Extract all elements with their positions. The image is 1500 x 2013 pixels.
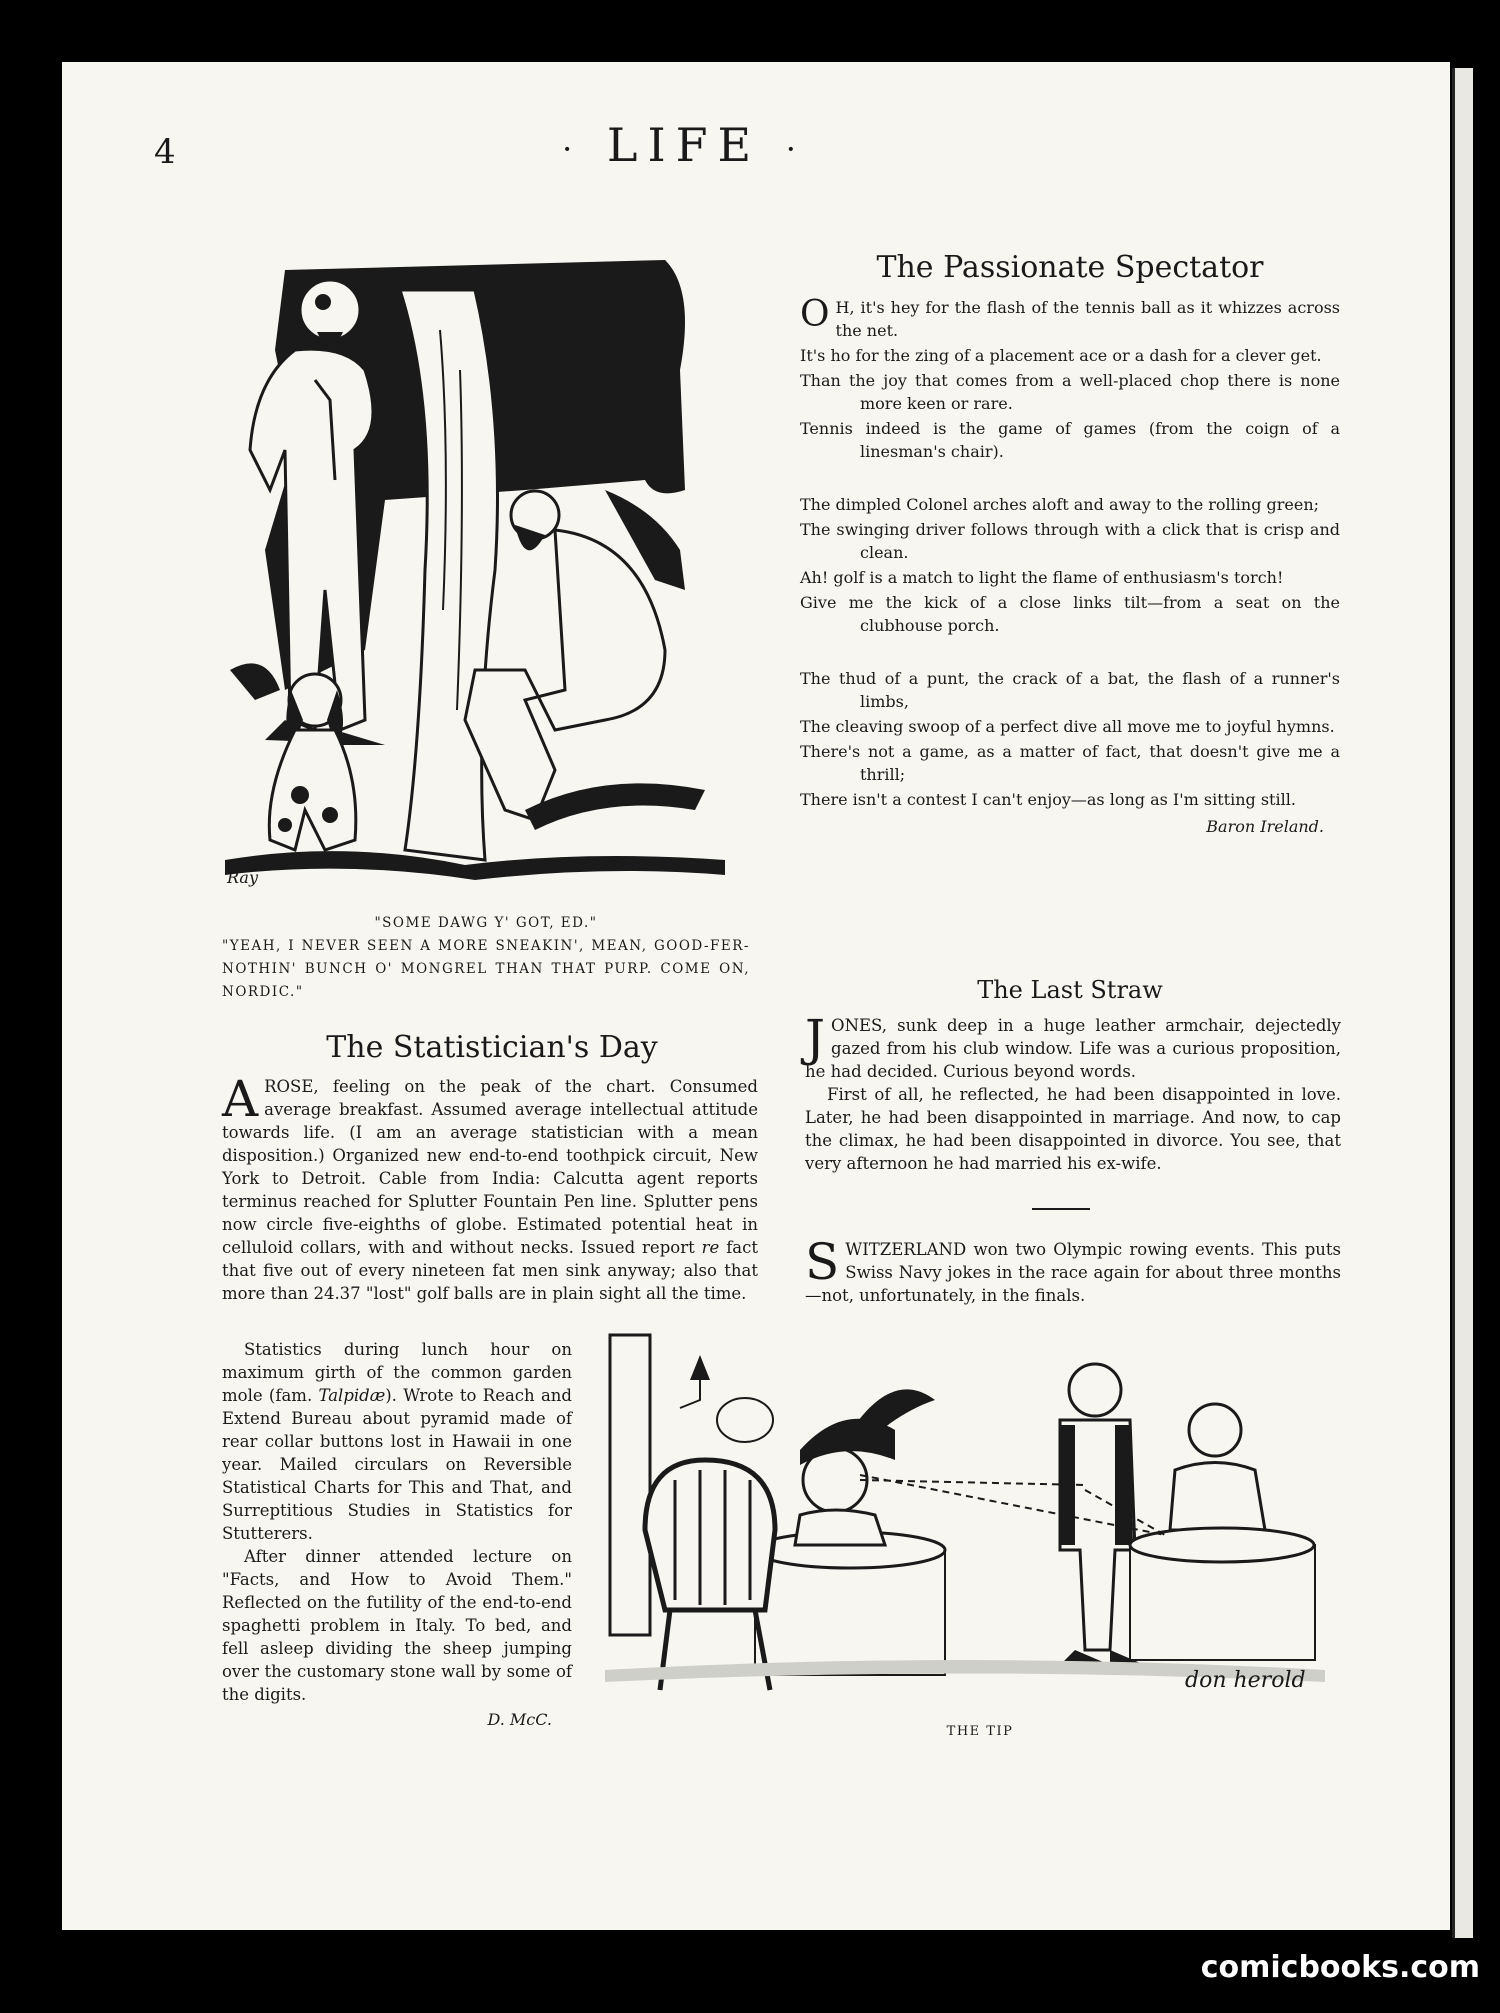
poem-line: O H, it's hey for the flash of the tennis ball as it whizzes across the net. (800, 294, 1340, 340)
next-page-edge (1452, 68, 1473, 1938)
poem-author: Baron Ireland. (1206, 817, 1324, 836)
switzerland-item (805, 1233, 1341, 1307)
dropcap: S (805, 1233, 840, 1291)
poem-line: Ah! golf is a match to light the flame of enthusiasm's torch! (800, 568, 1284, 587)
masthead (0, 118, 1378, 172)
last-straw-para-2: First of all, he reflected, he had been disappointed in love. Later, he had been disappointed in marriage. And now, to cap the climax, he had been disappointed in divorce. You see, that very afternoon he had married his ex-wife. (805, 1085, 1341, 1173)
poem-stanza-2 (800, 493, 1340, 637)
statistician-para-3: After dinner attended lecture on "Facts, and How to Avoid Them." Reflected on the futility of the end-to-end spaghetti problem in Italy. To bed, and fell asleep dividing the sheep jumping over the customary stone wall by some of the digits. (222, 1547, 572, 1704)
page-number: 4 (154, 132, 176, 172)
poem-line: The dimpled Colonel arches aloft and away to the rolling green; (800, 495, 1320, 514)
statistician-para-2: Statistics during lunch hour on maximum girth of the common garden mole (fam. Talpidæ). Wrote to Reach and Extend Bureau about pyramid made of rear collar buttons lost in Hawaii in one year. Mailed circulars on Reversible Statistical Charts for This and That, and Surreptitious Studies in Statistics for Stutterers. (222, 1340, 572, 1543)
statistician-para-1-block (222, 1070, 759, 1305)
caption-line-2: "YEAH, I NEVER SEEN A MORE SNEAKIN', MEAN, GOOD-FER-NOTHIN' BUNCH O' MONGREL THAN THAT PURP. COME ON, NORDIC." (222, 938, 750, 1000)
last-straw-para-1: JONES, sunk deep in a huge leather armchair, dejectedly gazed from his club window. Life was a curious proposition, he had decided. Curious beyond words. (805, 1009, 1341, 1081)
cartoon-drawing (225, 250, 745, 920)
masthead-title: LIFE (606, 118, 762, 172)
poem-line: It's ho for the zing of a placement ace or a dash for a clever get. (800, 346, 1322, 365)
watermark: comicbooks.com (1200, 1950, 1480, 1985)
cartoon-tip-caption: THE TIP (946, 1724, 1014, 1739)
poem-stanza-1 (800, 296, 1340, 463)
poem-line: There isn't a contest I can't enjoy—as long as I'm sitting still. (800, 790, 1296, 809)
poem-line: There's not a game, as a matter of fact, that doesn't give me a thrill; (800, 742, 1340, 784)
statistician-author: D. McC. (487, 1710, 552, 1729)
caption-line-1: "SOME DAWG Y' GOT, ED." (374, 915, 598, 931)
last-straw-story (805, 1009, 1341, 1175)
cartoon-signature: Ray (227, 868, 258, 887)
poem-line: The thud of a punt, the crack of a bat, the flash of a runner's limbs, (800, 669, 1340, 711)
statistician-para-1: AROSE, feeling on the peak of the chart. Consumed average breakfast. Assumed average intellectual attitude towards life. (I am an average statistician with a mean disposition.) Organized new end-to-end toothpick circuit, New York to Detroit. Cable from India: Calcutta agent reports terminus reached for Splutter Fountain Pen line. Splutter pens now circle five-eighths of globe. Estimated potential heat in celluloid collars, with and without necks. Issued report re fact that five out of every nineteen fat men sink anyway; also that more than 24.37 "lost" golf balls are in plain sight all the time. (222, 1070, 759, 1303)
statistician-title: The Statistician's Day (326, 1030, 658, 1065)
switzerland-text: SWITZERLAND won two Olympic rowing events. This puts Swiss Navy jokes in the race again for about three months—not, unfortunately, in the finals. (805, 1233, 1341, 1305)
statistician-narrow-column (222, 1338, 572, 1729)
poem-line: Give me the kick of a close links tilt—from a seat on the clubhouse porch. (800, 593, 1340, 635)
dropcap: O (800, 294, 830, 335)
cartoon-signature: don herold (1185, 1668, 1306, 1693)
passionate-spectator-title: The Passionate Spectator (876, 250, 1264, 285)
poem-line: Than the joy that comes from a well-placed chop there is none more keen or rare. (800, 371, 1340, 413)
dropcap: A (222, 1070, 259, 1128)
last-straw-title: The Last Straw (977, 976, 1163, 1004)
masthead-dot-right: · (785, 130, 806, 168)
cartoon-the-tip (605, 1330, 1335, 1730)
section-divider (1032, 1208, 1090, 1210)
cartoon-caption (222, 912, 750, 1004)
poem-line: The swinging driver follows through with a click that is crisp and clean. (800, 520, 1340, 562)
masthead-dot-left: · (562, 130, 583, 168)
dropcap: J (805, 1009, 826, 1067)
cartoon-men-and-dog (225, 250, 745, 920)
poem-line: The cleaving swoop of a perfect dive all move me to joyful hymns. (800, 717, 1335, 736)
passionate-spectator-poem (800, 296, 1340, 836)
poem-line: Tennis indeed is the game of games (from the coign of a linesman's chair). (800, 419, 1340, 461)
poem-stanza-3 (800, 667, 1340, 811)
